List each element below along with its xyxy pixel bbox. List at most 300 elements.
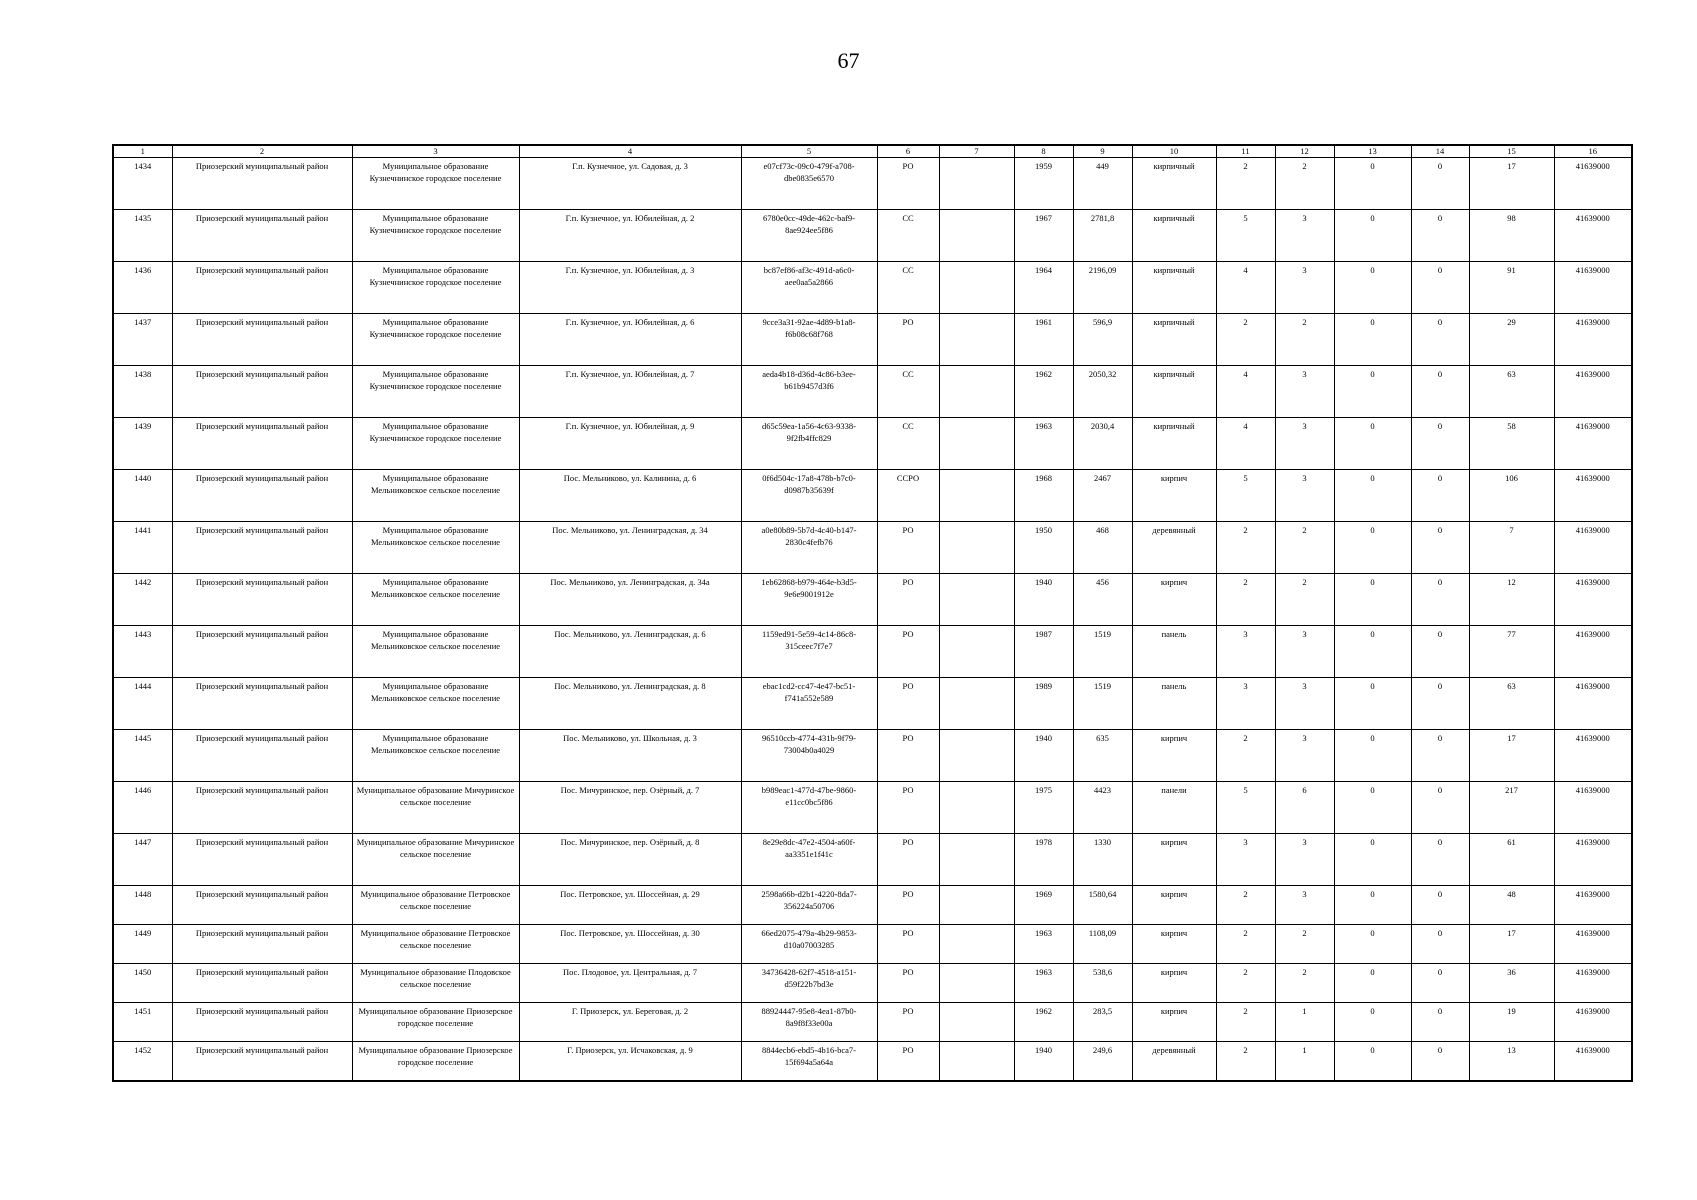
table-cell-col-15: 217 — [1469, 782, 1554, 834]
table-cell-col-6: РО — [877, 730, 939, 782]
table-cell-col-15: 63 — [1469, 366, 1554, 418]
table-cell-col-4: Г.п. Кузнечное, ул. Юбилейная, д. 7 — [519, 366, 741, 418]
table-cell-col-7 — [939, 678, 1014, 730]
column-number-2: 2 — [172, 145, 352, 158]
table-cell-col-6: РО — [877, 678, 939, 730]
table-cell-col-1: 1447 — [113, 834, 172, 886]
table-cell-col-3: Муниципальное образование Мельниковское сельское поселение — [352, 574, 519, 626]
table-cell-col-7 — [939, 574, 1014, 626]
table-cell-col-12: 3 — [1275, 834, 1334, 886]
table-cell-col-3: Муниципальное образование Мельниковское сельское поселение — [352, 470, 519, 522]
table-cell-col-6: СС — [877, 262, 939, 314]
column-number-12: 12 — [1275, 145, 1334, 158]
table-cell-col-9: 1330 — [1073, 834, 1132, 886]
table-cell-col-13: 0 — [1334, 366, 1411, 418]
table-cell-col-1: 1450 — [113, 964, 172, 1003]
table-cell-col-13: 0 — [1334, 730, 1411, 782]
table-cell-col-6: РО — [877, 925, 939, 964]
table-cell-col-11: 3 — [1216, 834, 1275, 886]
table-cell-col-14: 0 — [1411, 262, 1469, 314]
table-cell-col-2: Приозерский муниципальный район — [172, 366, 352, 418]
table-cell-col-2: Приозерский муниципальный район — [172, 782, 352, 834]
table-cell-col-1: 1434 — [113, 158, 172, 210]
table-cell-col-7 — [939, 886, 1014, 925]
table-cell-col-5: 0f6d504c-17a8-478b-b7c0-d0987b35639f — [741, 470, 877, 522]
table-row — [113, 470, 1632, 522]
table-cell-col-7 — [939, 964, 1014, 1003]
table-cell-col-13: 0 — [1334, 964, 1411, 1003]
table-cell-col-11: 4 — [1216, 262, 1275, 314]
table-cell-col-10: кирпич — [1132, 574, 1216, 626]
table-cell-col-12: 3 — [1275, 626, 1334, 678]
table-cell-col-2: Приозерский муниципальный район — [172, 574, 352, 626]
table-cell-col-16: 41639000 — [1554, 626, 1632, 678]
table-cell-col-16: 41639000 — [1554, 834, 1632, 886]
table-cell-col-13: 0 — [1334, 470, 1411, 522]
table-cell-col-3: Муниципальное образование Кузнечнинское городское поселение — [352, 210, 519, 262]
table-cell-col-1: 1435 — [113, 210, 172, 262]
table-cell-col-1: 1443 — [113, 626, 172, 678]
column-number-14: 14 — [1411, 145, 1469, 158]
table-cell-col-8: 1959 — [1014, 158, 1073, 210]
table-cell-col-13: 0 — [1334, 158, 1411, 210]
table-cell-col-12: 2 — [1275, 925, 1334, 964]
table-cell-col-9: 1580,64 — [1073, 886, 1132, 925]
table-cell-col-2: Приозерский муниципальный район — [172, 314, 352, 366]
table-cell-col-5: 8e29e8dc-47e2-4504-a60f-aa3351e1f41c — [741, 834, 877, 886]
table-row — [113, 1042, 1632, 1082]
table-body — [113, 158, 1632, 1082]
table-cell-col-1: 1442 — [113, 574, 172, 626]
table-cell-col-12: 3 — [1275, 678, 1334, 730]
column-number-13: 13 — [1334, 145, 1411, 158]
table-cell-col-13: 0 — [1334, 1042, 1411, 1082]
table-cell-col-4: Г.п. Кузнечное, ул. Юбилейная, д. 6 — [519, 314, 741, 366]
table-cell-col-6: ССРО — [877, 470, 939, 522]
table-cell-col-5: 6780e0cc-49de-462c-baf9-8ae924ee5f86 — [741, 210, 877, 262]
table-cell-col-8: 1975 — [1014, 782, 1073, 834]
table-cell-col-12: 2 — [1275, 522, 1334, 574]
table-cell-col-1: 1452 — [113, 1042, 172, 1082]
table-cell-col-10: кирпичный — [1132, 418, 1216, 470]
table-cell-col-2: Приозерский муниципальный район — [172, 1003, 352, 1042]
table-cell-col-5: a0e80b89-5b7d-4c40-b147-2830c4fefb76 — [741, 522, 877, 574]
table-cell-col-4: Г.п. Кузнечное, ул. Юбилейная, д. 9 — [519, 418, 741, 470]
table-cell-col-13: 0 — [1334, 782, 1411, 834]
table-cell-col-10: кирпич — [1132, 886, 1216, 925]
table-cell-col-5: 1159ed91-5e59-4c14-86c8-315ceec7f7e7 — [741, 626, 877, 678]
table-cell-col-8: 1962 — [1014, 1003, 1073, 1042]
table-cell-col-3: Муниципальное образование Приозерское городское поселение — [352, 1003, 519, 1042]
table-cell-col-14: 0 — [1411, 886, 1469, 925]
table-cell-col-14: 0 — [1411, 678, 1469, 730]
table-cell-col-6: РО — [877, 1003, 939, 1042]
table-cell-col-12: 1 — [1275, 1003, 1334, 1042]
table-cell-col-14: 0 — [1411, 314, 1469, 366]
table-cell-col-11: 2 — [1216, 158, 1275, 210]
table-cell-col-9: 538,6 — [1073, 964, 1132, 1003]
table-cell-col-13: 0 — [1334, 678, 1411, 730]
table-cell-col-1: 1445 — [113, 730, 172, 782]
table-cell-col-9: 4423 — [1073, 782, 1132, 834]
table-row — [113, 626, 1632, 678]
table-cell-col-10: панели — [1132, 782, 1216, 834]
table-cell-col-8: 1961 — [1014, 314, 1073, 366]
table-cell-col-6: РО — [877, 886, 939, 925]
table-row — [113, 1003, 1632, 1042]
table-cell-col-11: 3 — [1216, 626, 1275, 678]
table-cell-col-6: СС — [877, 210, 939, 262]
table-cell-col-6: СС — [877, 366, 939, 418]
table-cell-col-4: Пос. Мичуринское, пер. Озёрный, д. 8 — [519, 834, 741, 886]
table-cell-col-16: 41639000 — [1554, 1042, 1632, 1082]
table-cell-col-16: 41639000 — [1554, 470, 1632, 522]
table-row — [113, 522, 1632, 574]
table-cell-col-6: РО — [877, 314, 939, 366]
table-cell-col-3: Муниципальное образование Плодовское сельское поселение — [352, 964, 519, 1003]
table-cell-col-5: d65c59ea-1a56-4c63-9338-9f2fb4ffc829 — [741, 418, 877, 470]
table-cell-col-14: 0 — [1411, 522, 1469, 574]
table-cell-col-12: 3 — [1275, 418, 1334, 470]
table-cell-col-8: 1963 — [1014, 964, 1073, 1003]
table-row — [113, 834, 1632, 886]
table-cell-col-16: 41639000 — [1554, 730, 1632, 782]
table-cell-col-16: 41639000 — [1554, 678, 1632, 730]
table-cell-col-6: РО — [877, 964, 939, 1003]
table-cell-col-4: Г.п. Кузнечное, ул. Юбилейная, д. 3 — [519, 262, 741, 314]
table-cell-col-8: 1967 — [1014, 210, 1073, 262]
table-cell-col-5: b989eac1-477d-47be-9860-e11cc0bc5f86 — [741, 782, 877, 834]
table-cell-col-12: 1 — [1275, 1042, 1334, 1082]
table-cell-col-10: кирпич — [1132, 730, 1216, 782]
table-cell-col-16: 41639000 — [1554, 418, 1632, 470]
table-cell-col-14: 0 — [1411, 366, 1469, 418]
table-row — [113, 782, 1632, 834]
table-cell-col-5: bc87ef86-af3c-491d-a6c0-aee0aa5a2866 — [741, 262, 877, 314]
table-cell-col-9: 283,5 — [1073, 1003, 1132, 1042]
table-cell-col-4: Пос. Мельниково, ул. Ленинградская, д. 8 — [519, 678, 741, 730]
table-cell-col-1: 1436 — [113, 262, 172, 314]
table-cell-col-2: Приозерский муниципальный район — [172, 418, 352, 470]
table-cell-col-12: 2 — [1275, 314, 1334, 366]
column-number-16: 16 — [1554, 145, 1632, 158]
table-cell-col-9: 1519 — [1073, 626, 1132, 678]
table-cell-col-2: Приозерский муниципальный район — [172, 834, 352, 886]
column-number-5: 5 — [741, 145, 877, 158]
table-cell-col-3: Муниципальное образование Кузнечнинское городское поселение — [352, 366, 519, 418]
table-cell-col-3: Муниципальное образование Мельниковское сельское поселение — [352, 522, 519, 574]
table-cell-col-12: 3 — [1275, 470, 1334, 522]
table-cell-col-3: Муниципальное образование Мельниковское сельское поселение — [352, 626, 519, 678]
table-cell-col-9: 2050,32 — [1073, 366, 1132, 418]
table-cell-col-8: 1940 — [1014, 730, 1073, 782]
table-cell-col-13: 0 — [1334, 418, 1411, 470]
table-cell-col-3: Муниципальное образование Мельниковское сельское поселение — [352, 678, 519, 730]
table-cell-col-15: 13 — [1469, 1042, 1554, 1082]
table-cell-col-12: 3 — [1275, 366, 1334, 418]
table-cell-col-4: Г. Приозерск, ул. Береговая, д. 2 — [519, 1003, 741, 1042]
table-cell-col-14: 0 — [1411, 834, 1469, 886]
table-cell-col-10: деревянный — [1132, 1042, 1216, 1082]
table-cell-col-12: 3 — [1275, 886, 1334, 925]
table-cell-col-2: Приозерский муниципальный район — [172, 522, 352, 574]
table-cell-col-3: Муниципальное образование Кузнечнинское городское поселение — [352, 418, 519, 470]
table-cell-col-7 — [939, 210, 1014, 262]
table-cell-col-8: 1987 — [1014, 626, 1073, 678]
table-cell-col-16: 41639000 — [1554, 158, 1632, 210]
table-cell-col-5: 8844ecb6-ebd5-4b16-bca7-15f694a5a64a — [741, 1042, 877, 1082]
table-cell-col-13: 0 — [1334, 574, 1411, 626]
table-cell-col-14: 0 — [1411, 574, 1469, 626]
table-cell-col-15: 58 — [1469, 418, 1554, 470]
table-row — [113, 886, 1632, 925]
table-cell-col-9: 449 — [1073, 158, 1132, 210]
table-cell-col-11: 5 — [1216, 210, 1275, 262]
table-cell-col-10: кирпичный — [1132, 366, 1216, 418]
table-row — [113, 418, 1632, 470]
table-cell-col-8: 1963 — [1014, 418, 1073, 470]
table-cell-col-16: 41639000 — [1554, 964, 1632, 1003]
table-cell-col-10: панель — [1132, 678, 1216, 730]
table-cell-col-10: кирпич — [1132, 964, 1216, 1003]
table-cell-col-1: 1438 — [113, 366, 172, 418]
table-cell-col-15: 17 — [1469, 158, 1554, 210]
table-cell-col-14: 0 — [1411, 418, 1469, 470]
table-cell-col-11: 4 — [1216, 366, 1275, 418]
table-cell-col-8: 1963 — [1014, 925, 1073, 964]
table-cell-col-3: Муниципальное образование Кузнечнинское городское поселение — [352, 262, 519, 314]
page-number: 67 — [837, 48, 860, 73]
table-cell-col-8: 1989 — [1014, 678, 1073, 730]
table-cell-col-8: 1969 — [1014, 886, 1073, 925]
table-cell-col-12: 3 — [1275, 730, 1334, 782]
table-cell-col-2: Приозерский муниципальный район — [172, 678, 352, 730]
table-cell-col-11: 2 — [1216, 314, 1275, 366]
table-cell-col-9: 2781,8 — [1073, 210, 1132, 262]
table-cell-col-11: 2 — [1216, 574, 1275, 626]
table-cell-col-5: 66ed2075-479a-4b29-9853-d10a07003285 — [741, 925, 877, 964]
table-cell-col-5: e07cf73c-09c0-479f-a708-dbe0835e6570 — [741, 158, 877, 210]
table-cell-col-13: 0 — [1334, 314, 1411, 366]
table-cell-col-7 — [939, 522, 1014, 574]
table-cell-col-1: 1449 — [113, 925, 172, 964]
table-cell-col-12: 2 — [1275, 158, 1334, 210]
table-cell-col-2: Приозерский муниципальный район — [172, 925, 352, 964]
table-row — [113, 730, 1632, 782]
table-cell-col-4: Пос. Мельниково, ул. Ленинградская, д. 34а — [519, 574, 741, 626]
table-cell-col-2: Приозерский муниципальный район — [172, 964, 352, 1003]
table-cell-col-7 — [939, 730, 1014, 782]
table-cell-col-8: 1950 — [1014, 522, 1073, 574]
table-cell-col-12: 2 — [1275, 574, 1334, 626]
table-cell-col-7 — [939, 262, 1014, 314]
table-cell-col-2: Приозерский муниципальный район — [172, 886, 352, 925]
table-cell-col-4: Пос. Петровское, ул. Шоссейная, д. 30 — [519, 925, 741, 964]
table-cell-col-11: 2 — [1216, 730, 1275, 782]
table-cell-col-4: Г.п. Кузнечное, ул. Садовая, д. 3 — [519, 158, 741, 210]
table-cell-col-9: 2196,09 — [1073, 262, 1132, 314]
table-cell-col-1: 1446 — [113, 782, 172, 834]
table-header — [113, 145, 1632, 158]
table-cell-col-1: 1448 — [113, 886, 172, 925]
table-cell-col-16: 41639000 — [1554, 925, 1632, 964]
table-cell-col-14: 0 — [1411, 158, 1469, 210]
table-cell-col-1: 1440 — [113, 470, 172, 522]
table-cell-col-7 — [939, 925, 1014, 964]
table-cell-col-1: 1444 — [113, 678, 172, 730]
table-cell-col-2: Приозерский муниципальный район — [172, 730, 352, 782]
table-cell-col-2: Приозерский муниципальный район — [172, 626, 352, 678]
table-cell-col-3: Муниципальное образование Петровское сельское поселение — [352, 886, 519, 925]
table-cell-col-7 — [939, 314, 1014, 366]
table-cell-col-13: 0 — [1334, 262, 1411, 314]
column-number-9: 9 — [1073, 145, 1132, 158]
table-cell-col-4: Пос. Мельниково, ул. Ленинградская, д. 34 — [519, 522, 741, 574]
table-cell-col-16: 41639000 — [1554, 1003, 1632, 1042]
table-cell-col-5: 9cce3a31-92ae-4d89-b1a8-f6b08c68f768 — [741, 314, 877, 366]
table-cell-col-4: Пос. Мельниково, ул. Калинина, д. 6 — [519, 470, 741, 522]
table-cell-col-6: РО — [877, 574, 939, 626]
table-cell-col-12: 3 — [1275, 210, 1334, 262]
table-row — [113, 964, 1632, 1003]
table-cell-col-11: 2 — [1216, 1042, 1275, 1082]
table-cell-col-14: 0 — [1411, 782, 1469, 834]
table-cell-col-7 — [939, 834, 1014, 886]
table-cell-col-7 — [939, 1042, 1014, 1082]
table-cell-col-7 — [939, 470, 1014, 522]
table-cell-col-15: 12 — [1469, 574, 1554, 626]
table-cell-col-10: кирпич — [1132, 925, 1216, 964]
table-cell-col-13: 0 — [1334, 210, 1411, 262]
table-row — [113, 158, 1632, 210]
table-cell-col-8: 1964 — [1014, 262, 1073, 314]
table-cell-col-15: 36 — [1469, 964, 1554, 1003]
column-number-4: 4 — [519, 145, 741, 158]
table-cell-col-14: 0 — [1411, 964, 1469, 1003]
table-cell-col-8: 1940 — [1014, 574, 1073, 626]
table-cell-col-7 — [939, 782, 1014, 834]
table-cell-col-11: 2 — [1216, 522, 1275, 574]
table-cell-col-14: 0 — [1411, 1003, 1469, 1042]
column-number-3: 3 — [352, 145, 519, 158]
table-cell-col-3: Муниципальное образование Мельниковское сельское поселение — [352, 730, 519, 782]
table-cell-col-8: 1968 — [1014, 470, 1073, 522]
table-cell-col-8: 1962 — [1014, 366, 1073, 418]
table-cell-col-3: Муниципальное образование Петровское сельское поселение — [352, 925, 519, 964]
table-cell-col-10: кирпичный — [1132, 158, 1216, 210]
table-cell-col-8: 1940 — [1014, 1042, 1073, 1082]
table-cell-col-14: 0 — [1411, 626, 1469, 678]
table-cell-col-3: Муниципальное образование Мичуринское сельское поселение — [352, 782, 519, 834]
table-cell-col-15: 29 — [1469, 314, 1554, 366]
table-cell-col-5: 96510ccb-4774-431b-9f79-73004b0a4029 — [741, 730, 877, 782]
table-cell-col-14: 0 — [1411, 925, 1469, 964]
table-cell-col-2: Приозерский муниципальный район — [172, 158, 352, 210]
table-cell-col-15: 63 — [1469, 678, 1554, 730]
table-cell-col-10: кирпичный — [1132, 314, 1216, 366]
table-cell-col-13: 0 — [1334, 925, 1411, 964]
table-cell-col-4: Пос. Мичуринское, пер. Озёрный, д. 7 — [519, 782, 741, 834]
table-cell-col-2: Приозерский муниципальный район — [172, 262, 352, 314]
table-cell-col-13: 0 — [1334, 522, 1411, 574]
table-row — [113, 314, 1632, 366]
table-row — [113, 262, 1632, 314]
table-cell-col-15: 17 — [1469, 925, 1554, 964]
column-number-10: 10 — [1132, 145, 1216, 158]
table-cell-col-5: ebac1cd2-cc47-4e47-bc51-f741a552e589 — [741, 678, 877, 730]
table-cell-col-10: деревянный — [1132, 522, 1216, 574]
table-cell-col-12: 6 — [1275, 782, 1334, 834]
table-cell-col-15: 77 — [1469, 626, 1554, 678]
column-number-11: 11 — [1216, 145, 1275, 158]
table-cell-col-1: 1439 — [113, 418, 172, 470]
table-cell-col-9: 2467 — [1073, 470, 1132, 522]
table-cell-col-6: РО — [877, 158, 939, 210]
table-cell-col-12: 3 — [1275, 262, 1334, 314]
table-cell-col-11: 2 — [1216, 964, 1275, 1003]
table-cell-col-16: 41639000 — [1554, 574, 1632, 626]
table-cell-col-16: 41639000 — [1554, 262, 1632, 314]
table-cell-col-3: Муниципальное образование Кузнечнинское городское поселение — [352, 314, 519, 366]
table-cell-col-6: РО — [877, 522, 939, 574]
table-cell-col-5: aeda4b18-d36d-4c86-b3ee-b61b9457d3f6 — [741, 366, 877, 418]
table-cell-col-15: 7 — [1469, 522, 1554, 574]
table-cell-col-1: 1437 — [113, 314, 172, 366]
table-cell-col-11: 2 — [1216, 925, 1275, 964]
table-cell-col-4: Г. Приозерск, ул. Исчаковская, д. 9 — [519, 1042, 741, 1082]
table-cell-col-11: 5 — [1216, 470, 1275, 522]
table-cell-col-3: Муниципальное образование Приозерское городское поселение — [352, 1042, 519, 1082]
table-cell-col-15: 19 — [1469, 1003, 1554, 1042]
table-cell-col-13: 0 — [1334, 834, 1411, 886]
table-cell-col-14: 0 — [1411, 470, 1469, 522]
table-cell-col-4: Пос. Мельниково, ул. Ленинградская, д. 6 — [519, 626, 741, 678]
table-cell-col-15: 106 — [1469, 470, 1554, 522]
housing-registry-table — [112, 144, 1633, 1082]
column-number-15: 15 — [1469, 145, 1554, 158]
table-cell-col-4: Пос. Мельниково, ул. Школьная, д. 3 — [519, 730, 741, 782]
table-cell-col-4: Пос. Плодовое, ул. Центральная, д. 7 — [519, 964, 741, 1003]
table-cell-col-10: кирпичный — [1132, 210, 1216, 262]
table-cell-col-15: 98 — [1469, 210, 1554, 262]
table-cell-col-12: 2 — [1275, 964, 1334, 1003]
table-cell-col-7 — [939, 158, 1014, 210]
table-cell-col-7 — [939, 1003, 1014, 1042]
table-cell-col-2: Приозерский муниципальный район — [172, 1042, 352, 1082]
column-number-8: 8 — [1014, 145, 1073, 158]
table-cell-col-16: 41639000 — [1554, 210, 1632, 262]
column-number-7: 7 — [939, 145, 1014, 158]
table-cell-col-7 — [939, 418, 1014, 470]
table-cell-col-2: Приозерский муниципальный район — [172, 210, 352, 262]
column-number-1: 1 — [113, 145, 172, 158]
table-cell-col-3: Муниципальное образование Кузнечнинское городское поселение — [352, 158, 519, 210]
table-cell-col-13: 0 — [1334, 886, 1411, 925]
table-cell-col-14: 0 — [1411, 210, 1469, 262]
table-cell-col-5: 2598a66b-d2b1-4220-8da7-356224a50706 — [741, 886, 877, 925]
table-cell-col-9: 468 — [1073, 522, 1132, 574]
table-cell-col-14: 0 — [1411, 730, 1469, 782]
table-cell-col-4: Пос. Петровское, ул. Шоссейная, д. 29 — [519, 886, 741, 925]
table-cell-col-4: Г.п. Кузнечное, ул. Юбилейная, д. 2 — [519, 210, 741, 262]
table-cell-col-5: 34736428-62f7-4518-a151-d59f22b7bd3e — [741, 964, 877, 1003]
table-cell-col-15: 17 — [1469, 730, 1554, 782]
table-row — [113, 678, 1632, 730]
table-cell-col-11: 3 — [1216, 678, 1275, 730]
table-cell-col-9: 635 — [1073, 730, 1132, 782]
table-row — [113, 925, 1632, 964]
table-cell-col-11: 2 — [1216, 1003, 1275, 1042]
